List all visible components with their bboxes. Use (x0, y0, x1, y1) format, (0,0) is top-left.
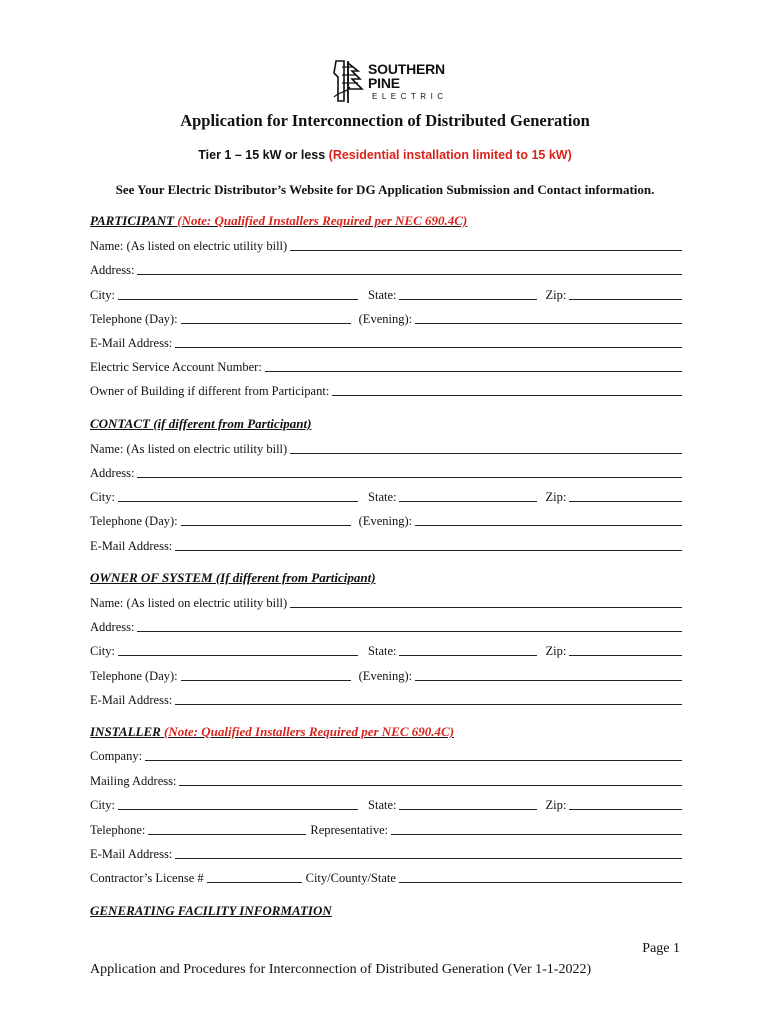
state-label: State: (368, 798, 397, 812)
owner-city-row (90, 641, 682, 659)
city-label: City: (90, 644, 116, 658)
owner-phone-day-field[interactable] (181, 679, 351, 681)
contact-address-field[interactable] (137, 476, 682, 478)
generating-facility-heading: GENERATING FACILITY INFORMATION (90, 903, 332, 918)
evening-label: (Evening): (358, 669, 413, 683)
owner-name-row (90, 593, 682, 611)
owner-phone-row (90, 666, 682, 684)
installer-phone-row (90, 820, 682, 838)
pine-tree-icon (330, 57, 364, 105)
document-footer: Application and Procedures for Interconnection of Distributed Generation (Ver 1-1-2022) (90, 962, 592, 977)
owner-email-field[interactable] (175, 703, 682, 705)
installer-zip-field[interactable] (569, 808, 682, 810)
address-label: Address: (90, 263, 135, 277)
mailing-address-label: Mailing Address: (90, 774, 177, 788)
contact-phone-day-field[interactable] (181, 524, 351, 526)
installer-representative-field[interactable] (391, 833, 682, 835)
telephone-day-label: Telephone (Day): (90, 312, 178, 326)
owner-heading: OWNER OF SYSTEM (If different from Participant) (90, 570, 376, 585)
installer-phone-field[interactable] (148, 833, 306, 835)
participant-owner-building-field[interactable] (332, 394, 682, 396)
participant-address-field[interactable] (137, 273, 682, 275)
installer-city-field[interactable] (118, 808, 358, 810)
state-label: State: (368, 644, 397, 658)
participant-account-row (90, 357, 682, 375)
owner-phone-evening-field[interactable] (415, 679, 682, 681)
participant-phone-day-field[interactable] (181, 322, 351, 324)
installer-email-row (90, 844, 682, 862)
zip-label: Zip: (545, 490, 567, 504)
evening-label: (Evening): (358, 312, 413, 326)
installer-license-row (90, 868, 682, 886)
owner-email-row (90, 690, 682, 708)
installer-email-field[interactable] (175, 857, 682, 859)
participant-phone-evening-field[interactable] (415, 322, 682, 324)
owner-city-field[interactable] (118, 654, 358, 656)
page-number: Page 1 (642, 941, 680, 956)
contact-address-row (90, 463, 682, 481)
telephone-label: Telephone: (90, 823, 146, 837)
participant-state-field[interactable] (399, 298, 537, 300)
state-label: State: (368, 490, 397, 504)
owner-address-row (90, 617, 682, 635)
contact-state-field[interactable] (399, 500, 537, 502)
contact-email-row (90, 536, 682, 554)
installer-state-field[interactable] (399, 808, 537, 810)
contact-city-row (90, 487, 682, 505)
contact-name-field[interactable] (290, 452, 682, 454)
company-label: Company: (90, 749, 143, 763)
participant-heading (90, 213, 467, 229)
owner-name-field[interactable] (290, 606, 682, 608)
participant-zip-field[interactable] (569, 298, 682, 300)
city-label: City: (90, 798, 116, 812)
installer-city-row (90, 795, 682, 813)
email-label: E-Mail Address: (90, 336, 173, 350)
city-county-state-label: City/County/State (305, 871, 396, 885)
name-label: Name: (As listed on electric utility bill) (90, 442, 288, 456)
participant-city-field[interactable] (118, 298, 358, 300)
participant-account-field[interactable] (265, 370, 682, 372)
tier-limit-note: (Residential installation limited to 15 kW) (328, 148, 572, 162)
participant-email-field[interactable] (175, 346, 682, 348)
participant-title: PARTICIPANT (90, 213, 175, 228)
contact-zip-field[interactable] (569, 500, 682, 502)
address-label: Address: (90, 620, 135, 634)
installer-company-field[interactable] (145, 759, 682, 761)
email-label: E-Mail Address: (90, 693, 173, 707)
contact-email-field[interactable] (175, 549, 682, 551)
participant-name-field[interactable] (290, 249, 682, 251)
email-label: E-Mail Address: (90, 539, 173, 553)
address-label: Address: (90, 466, 135, 480)
contact-city-field[interactable] (118, 500, 358, 502)
owner-zip-field[interactable] (569, 654, 682, 656)
installer-title: INSTALLER (90, 724, 161, 739)
representative-label: Representative: (310, 823, 389, 837)
installer-mailing-row (90, 771, 682, 789)
participant-owner-row (90, 381, 682, 399)
logo-name: SOUTHERN PINE (368, 60, 445, 91)
telephone-day-label: Telephone (Day): (90, 669, 178, 683)
contact-heading: CONTACT (if different from Participant) (90, 416, 312, 431)
state-label: State: (368, 288, 397, 302)
email-label: E-Mail Address: (90, 847, 173, 861)
participant-note: (Note: Qualified Installers Required per NEC 690.4C) (174, 213, 468, 228)
submission-instruction: See Your Electric Distributor’s Website for DG Application Submission and Contact information. (115, 182, 655, 197)
tier-text: Tier 1 – 15 kW or less (198, 148, 329, 162)
zip-label: Zip: (545, 798, 567, 812)
installer-city-county-state-field[interactable] (399, 881, 682, 883)
southern-pine-logo (330, 56, 480, 106)
evening-label: (Evening): (358, 514, 413, 528)
account-number-label: Electric Service Account Number: (90, 360, 262, 374)
zip-label: Zip: (545, 288, 567, 302)
contact-phone-evening-field[interactable] (415, 524, 682, 526)
contractor-license-label: Contractor’s License # (90, 871, 204, 885)
telephone-day-label: Telephone (Day): (90, 514, 178, 528)
city-label: City: (90, 288, 116, 302)
contact-name-row (90, 439, 682, 457)
contact-phone-row (90, 511, 682, 529)
form-title: Application for Interconnection of Distributed Generation (180, 111, 590, 130)
zip-label: Zip: (545, 644, 567, 658)
owner-building-label: Owner of Building if different from Participant: (90, 384, 330, 398)
installer-license-field[interactable] (207, 881, 302, 883)
installer-mailing-address-field[interactable] (179, 784, 682, 786)
installer-heading (90, 724, 454, 740)
owner-address-field[interactable] (137, 630, 682, 632)
city-label: City: (90, 490, 116, 504)
participant-address-row (90, 260, 682, 278)
name-label: Name: (As listed on electric utility bill) (90, 239, 288, 253)
installer-company-row (90, 746, 682, 764)
installer-note: (Note: Qualified Installers Required per NEC 690.4C) (160, 724, 455, 739)
logo-subname: ELECTRIC (372, 91, 448, 101)
participant-city-row (90, 285, 682, 303)
name-label: Name: (As listed on electric utility bill) (90, 596, 288, 610)
participant-email-row (90, 333, 682, 351)
form-subtitle (0, 148, 770, 162)
owner-state-field[interactable] (399, 654, 537, 656)
participant-phone-row (90, 309, 682, 327)
participant-name-row (90, 236, 682, 254)
